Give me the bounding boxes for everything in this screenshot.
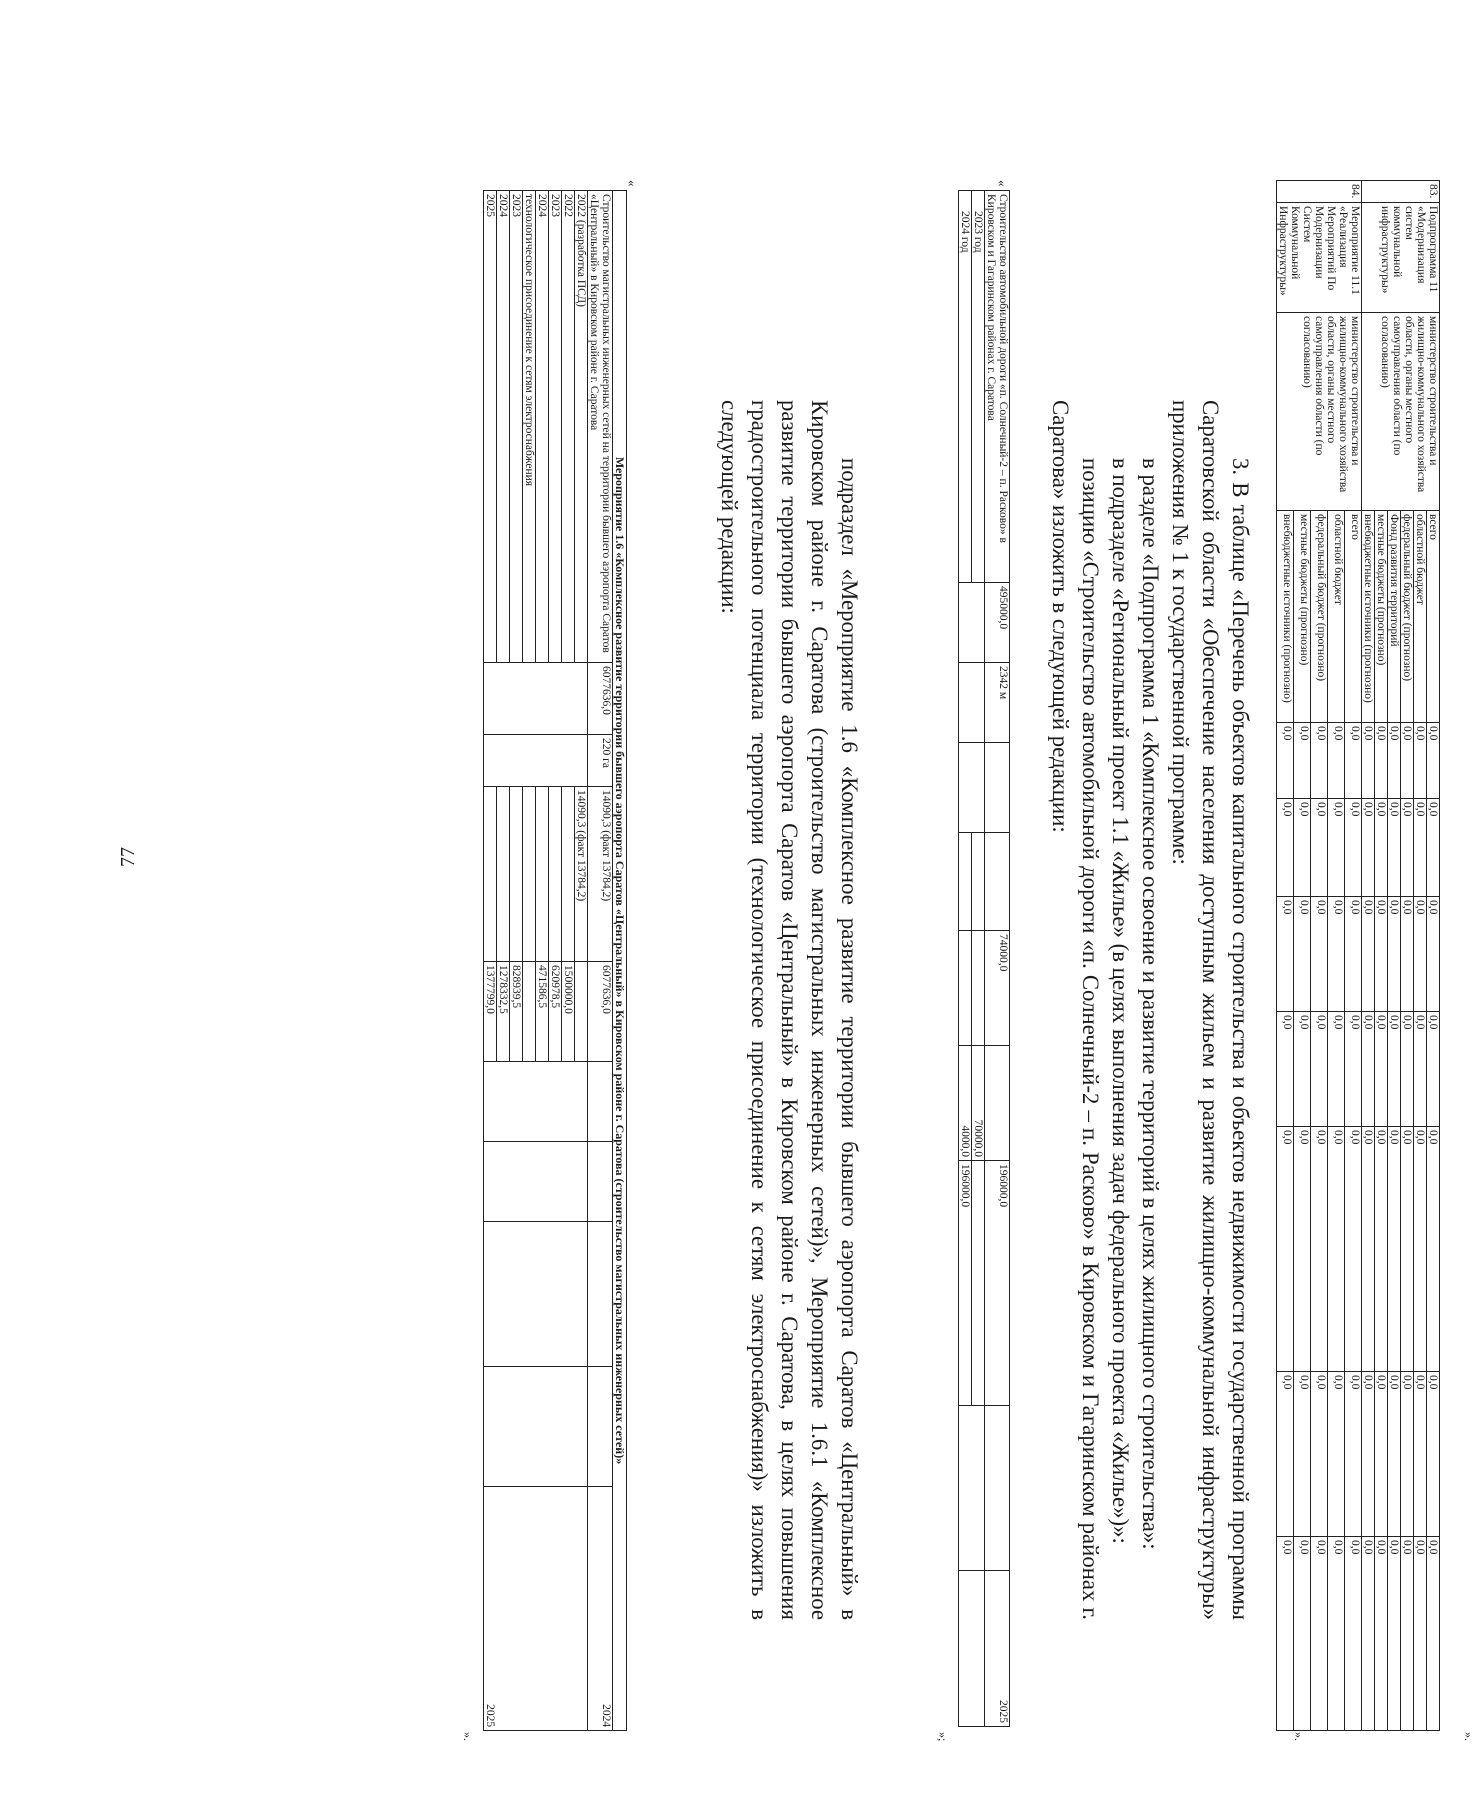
source-value: 0,0 <box>1401 1012 1414 1127</box>
source-value: 0,0 <box>1414 723 1427 799</box>
airport-year-end: 2025 <box>484 1487 497 1731</box>
row-executor: министерство строительства и жилищно-коммунального хозяйства области, органы местного самоуправления области (по согласованию) <box>1277 313 1362 511</box>
source-value: 0,0 <box>1375 1012 1388 1127</box>
source-value: 0,0 <box>1277 1537 1294 1731</box>
road-year-end: 2025 <box>985 1571 1010 1727</box>
source-value: 0,0 <box>1328 1372 1345 1537</box>
source-value: 0,0 <box>1362 1127 1375 1372</box>
road-capacity: 2342 м <box>985 663 1010 743</box>
source-value: 0,0 <box>1427 897 1440 1012</box>
source-value: 0,0 <box>1401 1537 1414 1731</box>
rotated-page-content <box>420 180 1476 1800</box>
source-label: областной бюджет <box>1328 511 1345 723</box>
table-row <box>1345 181 1362 1731</box>
airport-row-v2: 828939,5 <box>510 962 523 1062</box>
source-value: 0,0 <box>1328 1127 1345 1372</box>
source-label: Фонд развития территорий <box>1388 511 1401 723</box>
row-name: Подпрограмма 11 «Модернизация систем коммунальной инфраструктуры» <box>1362 203 1440 313</box>
source-value: 0,0 <box>1388 897 1401 1012</box>
airport-main-v1: 14090,3 (факт 13784,2) <box>588 787 613 962</box>
source-value: 0,0 <box>1345 1012 1362 1127</box>
row-number: 84. <box>1277 181 1362 203</box>
source-value: 0,0 <box>1294 1127 1311 1372</box>
airport-row-label: 2025 <box>484 191 497 663</box>
source-value: 0,0 <box>1362 897 1375 1012</box>
airport-table-header: Мероприятие 1.6 «Комплексное развитие территории бывшего аэропорта Саратов «Центральный» в Кировском районе г. Саратова (строительство магистральных инженерных сетей)» <box>613 191 627 1731</box>
road-row-label: 2024 год <box>959 191 972 583</box>
source-value: 0,0 <box>1375 897 1388 1012</box>
source-value: 0,0 <box>1311 1127 1328 1372</box>
source-value: 0,0 <box>1294 1537 1311 1731</box>
source-value: 0,0 <box>1401 723 1414 799</box>
source-value: 0,0 <box>1362 1012 1375 1127</box>
road-name: Строительство автомобильной дороги «п. Солнечный-2 – п. Расково» в Кировском и Гагаринском районах г. Саратова <box>985 191 1010 583</box>
source-label: федеральный бюджет (прогнозно) <box>1401 511 1414 723</box>
source-value: 0,0 <box>1277 1012 1294 1127</box>
source-value: 0,0 <box>1401 897 1414 1012</box>
section3-paragraph-3: в подразделе «Региональный проект 1.1 «Жилье» (в целях выполнения задач федерального проекта «Жилье»)»: <box>1108 458 1133 1544</box>
airport-main-cost: 6077636,0 <box>588 663 613 735</box>
section3-paragraph-1: 3. В таблице «Перечень объектов капитального строительства и объектов недвижимости государственной программы Саратовской области «Обеспечение населения доступным жильем и развитие жилищно-коммунальной инфраструктуры» приложения № 1 к государственной программе: <box>1168 400 1253 1620</box>
source-label: местные бюджеты (прогнозно) <box>1375 511 1388 723</box>
source-label: всего <box>1427 511 1440 723</box>
airport-row-v2: 471586,5 <box>536 962 549 1062</box>
source-value: 0,0 <box>1427 799 1440 897</box>
table2-closing-mark: »; <box>936 1732 950 1742</box>
road-row-value2: 196000,0 <box>959 1161 972 1406</box>
source-value: 0,0 <box>1388 1537 1401 1731</box>
source-value: 0,0 <box>1328 1012 1345 1127</box>
row-name: Мероприятие 11.1 «Реализация Мероприятий По Модернизации Систем Коммунальной Инфраструктуры» <box>1277 203 1362 313</box>
airport-row-v2: 1377799,0 <box>484 962 497 1062</box>
road-table <box>958 190 1010 1727</box>
source-value: 0,0 <box>1294 1012 1311 1127</box>
airport-row-label: 2022 <box>562 191 575 663</box>
source-value: 0,0 <box>1328 897 1345 1012</box>
airport-main-v2: 6077636,0 <box>588 962 613 1062</box>
source-value: 0,0 <box>1388 723 1401 799</box>
source-value: 0,0 <box>1375 1537 1388 1731</box>
source-value: 0,0 <box>1311 897 1328 1012</box>
source-value: 0,0 <box>1277 799 1294 897</box>
source-value: 0,0 <box>1277 723 1294 799</box>
airport-row-label: 2024 <box>497 191 510 663</box>
source-value: 0,0 <box>1427 1127 1440 1372</box>
source-value: 0,0 <box>1414 1127 1427 1372</box>
table1-closing-mark-top: ». <box>1462 1732 1476 1741</box>
road-total: 74000,0 <box>985 931 1010 1046</box>
source-value: 0,0 <box>1427 1012 1440 1127</box>
road-cost: 495000,0 <box>985 583 1010 663</box>
source-label: федеральный бюджет (прогнозно) <box>1311 511 1328 723</box>
source-value: 0,0 <box>1375 799 1388 897</box>
source-value: 0,0 <box>1362 799 1375 897</box>
table1-closing-mark: ». <box>1292 1732 1306 1741</box>
source-value: 0,0 <box>1414 1012 1427 1127</box>
source-value: 0,0 <box>1328 1537 1345 1731</box>
source-value: 0,0 <box>1375 723 1388 799</box>
source-value: 0,0 <box>1388 799 1401 897</box>
source-value: 0,0 <box>1311 799 1328 897</box>
row-executor: министерство строительства и жилищно-коммунального хозяйства области, органы местного самоуправления области (по согласованию) <box>1362 313 1440 511</box>
section3-text <box>1045 400 1255 1620</box>
airport-main-name: Строительство магистральных инженерных сетей на территории бывшего аэропорта Саратов «Центральный» в Кировском районе г. Саратова <box>588 191 613 663</box>
source-value: 0,0 <box>1311 1012 1328 1127</box>
airport-row-label: 2023 <box>549 191 562 663</box>
source-value: 0,0 <box>1414 799 1427 897</box>
source-value: 0,0 <box>1401 1372 1414 1537</box>
airport-row-label: 2024 <box>536 191 549 663</box>
source-value: 0,0 <box>1362 1372 1375 1537</box>
source-value: 0,0 <box>1328 799 1345 897</box>
section3-paragraph-2: в разделе «Подпрограмма 1 «Комплексное освоение и развитие территорий в целях жилищного строительства»: <box>1138 458 1163 1550</box>
source-value: 0,0 <box>1414 897 1427 1012</box>
source-value: 0,0 <box>1345 799 1362 897</box>
subsection-paragraph: подраздел «Мероприятие 1.6 «Комплексное развитие территории бывшего аэропорта Саратов «Центральный» в Кировском районе г. Саратова (строительство магистральных инженерных сетей)», Мероприятие 1.6.1 «Комплексное развитие территории бывшего аэропорта Саратов «Центральный» в Кировском районе г. Саратова, в целях повышения градостроительного потенциала территории (технологическое присоединение к сетям электроснабжения)» изложить в следующей редакции: <box>717 400 862 1620</box>
source-value: 0,0 <box>1311 723 1328 799</box>
airport-row-label: 2023 <box>510 191 523 663</box>
airport-section2-label: технологическое присоединение к сетям электроснабжения <box>523 191 536 663</box>
source-label: областной бюджет <box>1414 511 1427 723</box>
page-number: 77 <box>117 847 139 867</box>
airport-row-label: 2022 (разработка ПСД) <box>575 191 588 663</box>
source-value: 0,0 <box>1345 1537 1362 1731</box>
source-value: 0,0 <box>1414 1537 1427 1731</box>
source-value: 0,0 <box>1311 1537 1328 1731</box>
source-value: 0,0 <box>1388 1012 1401 1127</box>
source-value: 0,0 <box>1311 1372 1328 1537</box>
source-value: 0,0 <box>1375 1127 1388 1372</box>
source-value: 0,0 <box>1345 897 1362 1012</box>
table-row <box>1427 181 1440 1731</box>
source-value: 0,0 <box>1345 1127 1362 1372</box>
source-value: 0,0 <box>1345 1372 1362 1537</box>
source-value: 0,0 <box>1401 799 1414 897</box>
source-value: 0,0 <box>1362 1537 1375 1731</box>
source-value: 0,0 <box>1345 723 1362 799</box>
source-value: 0,0 <box>1294 1372 1311 1537</box>
source-label: всего <box>1345 511 1362 723</box>
source-value: 0,0 <box>1294 897 1311 1012</box>
table2-open-quote: « <box>995 180 1010 187</box>
table3-open-quote: « <box>625 180 640 187</box>
source-value: 0,0 <box>1328 723 1345 799</box>
airport-row-v1: 14090,3 (факт 13784,2) <box>575 787 588 962</box>
financing-table <box>1276 180 1440 1731</box>
source-value: 0,0 <box>1277 897 1294 1012</box>
source-label: внебюджетные источники (прогнозно) <box>1277 511 1294 723</box>
airport-row-v2: 1500000,0 <box>562 962 575 1062</box>
source-value: 0,0 <box>1427 723 1440 799</box>
road-row-value: 70000,0 <box>972 1046 985 1161</box>
source-value: 0,0 <box>1401 1127 1414 1372</box>
airport-row-v2: 1278332,5 <box>497 962 510 1062</box>
subsection-text <box>714 400 864 1620</box>
table3-closing-mark: ». <box>461 1732 475 1741</box>
source-value: 0,0 <box>1375 1372 1388 1537</box>
source-value: 0,0 <box>1277 1372 1294 1537</box>
source-value: 0,0 <box>1414 1372 1427 1537</box>
airport-table <box>483 190 627 1731</box>
source-value: 0,0 <box>1388 1372 1401 1537</box>
road-row-value: 4000,0 <box>959 1046 972 1161</box>
source-value: 0,0 <box>1427 1537 1440 1731</box>
source-label: внебюджетные источники (прогнозно) <box>1362 511 1375 723</box>
source-value: 0,0 <box>1388 1127 1401 1372</box>
source-value: 0,0 <box>1362 723 1375 799</box>
row-number: 83. <box>1362 181 1440 203</box>
road-total2: 196000,0 <box>985 1161 1010 1406</box>
source-value: 0,0 <box>1427 1372 1440 1537</box>
airport-row-v2: 620978,5 <box>549 962 562 1062</box>
airport-main-year: 2024 <box>588 1487 613 1731</box>
source-value: 0,0 <box>1294 799 1311 897</box>
section3-paragraph-4: позицию «Строительство автомобильной дороги «п. Солнечный-2 – п. Расково» в Кировском и Гагаринском районах г. Саратова» изложить в следующей редакции: <box>1048 400 1103 1620</box>
source-label: местные бюджеты (прогнозно) <box>1294 511 1311 723</box>
source-value: 0,0 <box>1294 723 1311 799</box>
source-value: 0,0 <box>1277 1127 1294 1372</box>
airport-main-capacity: 220 га <box>588 735 613 787</box>
road-row-label: 2023 год <box>972 191 985 583</box>
